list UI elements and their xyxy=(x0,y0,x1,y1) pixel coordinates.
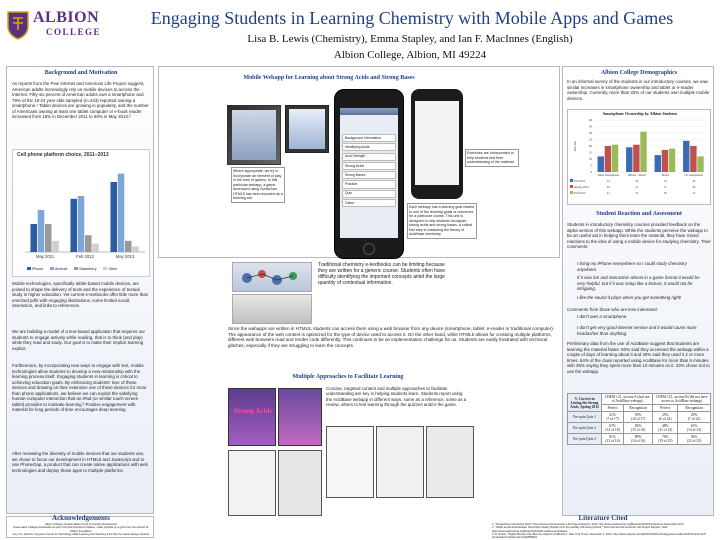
approaches-text: Concise, targeted content and multiple approaches to facilitate understanding are key in helping students learn. Students report using the AcidBase webapp in different ways, some as a reference, some as a review, others to test learning through the quizzes and/or the game. xyxy=(326,386,467,408)
x-tick-label: Feb 2012 xyxy=(76,254,94,259)
approaches-title: Multiple Approaches to Facilitate Learning xyxy=(292,374,404,380)
table-row xyxy=(568,434,711,445)
results-corner: % Correct in Listing the Strong Acids, Spring 2012 xyxy=(568,394,602,412)
mini-tablet-image xyxy=(227,105,281,165)
html5-text: Since the webapps are written in HTML5, students can access them using a web browser from any device (smartphone, tablet, e-reader or traditional computer). The appearance of the web content is optimized for the type of device used to access it. On the other hand, while HTML5 allows for crossing multiple platforms, different web browsers read and render code differently. This continues to be an implementation challenge for us. Students are easily frustrated with technical glitches, especially if they are struggling to learn the concepts. xyxy=(228,326,555,349)
table-cell: 29% (7 of 24) xyxy=(678,412,711,423)
app-screenshot-5 xyxy=(426,426,474,498)
background-para-4: Furthermore, by incorporating new ways to engage with text, mobile technologies allow students to develop a new relationship with the learning process itself. Engaging students in learning is critical to achieving education goals. By embracing students' love of these devices and drawing on their extensive use of these devices for more than phone applications, we believe we can exploit the satisfying human-computer interaction that an iPad (or similar touch screen tablet) provides to motivate learning.³ Positive engagement with material for long periods of time encourages deep learning. xyxy=(12,363,147,412)
poster-affiliation: Albion College, Albion, MI 49224 xyxy=(333,49,487,61)
mini-tablet-image-2 xyxy=(285,105,329,153)
literature-section xyxy=(492,514,714,540)
bar-android xyxy=(38,210,45,252)
logo-top: ALBION xyxy=(33,9,100,26)
platform-chart xyxy=(12,149,150,277)
menu-item[interactable]: Strong Bases xyxy=(342,171,396,179)
results-subhead: Perfect xyxy=(602,405,624,412)
table-row xyxy=(568,412,711,423)
bar xyxy=(598,156,604,172)
platform-legend xyxy=(27,267,147,272)
acknowledgements-title: Acknowledgements xyxy=(52,514,110,522)
college-logo xyxy=(6,8,114,48)
game-label: Strong Acids xyxy=(233,407,273,415)
table-cell: 48% (11 of 23) xyxy=(653,423,678,434)
bar-other xyxy=(132,246,139,252)
menu-item[interactable]: Background Information xyxy=(342,134,396,142)
results-table xyxy=(567,393,711,445)
results-subhead: Recognition xyxy=(678,405,711,412)
bar xyxy=(655,155,661,172)
bar xyxy=(669,149,675,172)
table-cell: 25% (6 of 24) xyxy=(653,412,678,423)
data-table-value: 24 xyxy=(692,179,696,183)
bar-iphone xyxy=(30,224,37,252)
table-row xyxy=(568,423,711,434)
poster-title: Engaging Students in Learning Chemistry with Mobile Apps and Games xyxy=(150,8,674,28)
logo-bottom: COLLEGE xyxy=(46,27,102,37)
table-cell: 81% (13 of 16) xyxy=(602,434,624,445)
results-group-b: CHEM 121, section B (did not have access to AcidBase webapp) xyxy=(653,394,711,405)
quote-positive-1: I bring my iPhone everywhere so I could study chemistry anywhere. xyxy=(577,261,687,272)
data-table-value: 12 xyxy=(692,191,696,195)
app-screenshot-2 xyxy=(278,450,322,516)
legend-label: Fall 2011 xyxy=(574,179,586,183)
y-tick-label: 5 xyxy=(590,163,592,168)
quote-negative-1: I don't own a smartphone. xyxy=(577,314,628,319)
bar xyxy=(640,132,646,172)
ebook-image-2 xyxy=(232,294,312,324)
demographics-text: In an informal survey of the students in our introductory courses, we saw similar increases in smartphone ownership and tablet or e-reader ownership. Currently, more than 33% of our students own multiple mobile devices. xyxy=(567,79,710,101)
data-table-value: 18 xyxy=(663,191,667,195)
menu-item[interactable]: Strong Acids xyxy=(342,162,396,170)
table-cell: 76% (19 of 25) xyxy=(653,434,678,445)
y-tick-label: 0 xyxy=(590,170,592,175)
background-intro: As reports from the Pew Internet and American Life Project suggest, American adults increasingly rely on mobile devices to access the Internet. Fifty-six percent of American adults own a smartphone and 79% of the 18-24 year olds sampled (n=243) reported owning a smartphone.¹ Tablet devices are growing in popularity, and the number of Americans owning at least one tablet computer or e-book reader increased from 18% in December 2011 to 60% in May 2013.² xyxy=(12,81,149,119)
ebook-text: Traditional chemistry e-textbooks can be limiting because they are written for a generic course. Students often have difficulty identifying the important concepts amid the large quantity of contextual information. xyxy=(318,262,446,286)
y-tick-label: 35 xyxy=(588,124,592,129)
app-screenshot-1 xyxy=(228,450,276,516)
y-axis-label: Percent xyxy=(573,140,577,152)
x-tick-label: May 2011 xyxy=(35,254,55,259)
molecule-icon xyxy=(237,267,307,289)
quote-positive-3: I like the sound it plays when you get something right! xyxy=(577,295,682,300)
webapp-section xyxy=(158,66,560,258)
legend-label: Fall 2012 xyxy=(574,191,586,195)
y-tick-label: 30 xyxy=(588,131,592,136)
table-cell: 89% (14 of 16) xyxy=(624,434,653,445)
platform-chart-title: Cell phone platform choice, 2011–2013 xyxy=(17,152,109,158)
phone-menu xyxy=(342,134,396,208)
bar-android xyxy=(118,174,125,252)
data-table-value: 12 xyxy=(606,179,610,183)
bar-blackberry xyxy=(85,235,92,252)
menu-item[interactable]: Game xyxy=(342,199,396,207)
table-cell: 83% (15 of 18) xyxy=(624,423,653,434)
literature-refs xyxy=(492,523,714,539)
background-para-5: After reviewing the diversity of mobile devices that our students use, we chose to focus our development in HTML5 and Javascript and to use PhoneGap, a product that can create native applications with web technologies and deploy those apps to multiple platforms. xyxy=(12,451,148,473)
bar xyxy=(697,156,703,172)
approaches-section xyxy=(158,370,560,538)
literature-title: Literature Cited xyxy=(578,514,628,522)
background-para-2: Mobile technologies, specifically tablet-based mobile devices, are poised to shape the delivery of texts and the experience of textual study in higher education. Yet current e-textbooks offer little more than enriched pdfs with engaging illustrations, some limited social interaction, and links to references. xyxy=(12,281,149,308)
bar-other xyxy=(92,244,99,252)
data-table-value: 21 xyxy=(635,185,639,189)
row-label: Pre-quiz Quiz 1 xyxy=(568,412,602,423)
x-tick-label: No smartphone xyxy=(684,173,703,177)
acknowledgements-lines xyxy=(9,523,153,536)
demographics-chart-svg xyxy=(568,116,712,206)
bar xyxy=(605,146,611,172)
x-tick-label: May 2013 xyxy=(115,254,135,259)
phone-mockup xyxy=(334,89,404,259)
bar xyxy=(626,147,632,172)
app-screenshot-4 xyxy=(376,426,424,498)
menu-item[interactable]: Acid Strength xyxy=(342,153,396,161)
less-interested-label: Comments from those who are less interested: xyxy=(567,307,658,312)
quote-negative-2: I don't get very good internet service and it would cause more headaches than anything. xyxy=(577,325,697,336)
reaction-intro: Students in introductory chemistry courses provided feedback on the alpha version of this webapp. While the students perceive the webapp to be an useful aid in helping them learn the material, they have mixed reactions to the idea of using a mobile device for studying chemistry. Their comments: xyxy=(567,222,711,249)
x-tick-label: Other smartphone xyxy=(597,173,620,177)
demographics-chart xyxy=(567,109,711,205)
phone-screen xyxy=(340,108,398,238)
game-screenshot-2 xyxy=(278,388,322,446)
ebook-image xyxy=(232,262,312,292)
demographics-section xyxy=(562,66,714,516)
ack-line-3: Guy Cox, Director, Ferguson Center for Technology Aided Learning and Teaching & the films for Game Design students xyxy=(12,532,150,536)
reference-item: 2. "Tablet and E-book Reader Ownership Nearly Double Over the Holiday Gift-Giving Period," Pew Internet and American Life Project Reports, 2011. http://www.pewinternet.org/Reports/2012/E-readers-and-tablets xyxy=(492,526,669,533)
bar-iphone xyxy=(110,182,117,252)
bar-other xyxy=(52,241,59,252)
data-table-value: 20 xyxy=(692,185,696,189)
reference-item: 3. D. Dustin, "Digital Devices Can Become Objects of Affection," New York Times, December 2, 2010. http://www.nytimes.com/2010/12/05/technology/personaltech/05TOUCH.html?hp=&adxnnl=1&adxnnlx=1291559524 xyxy=(492,532,707,540)
ack-line-1: Albion College's Hewlett-Mellon Fund for Faculty Development xyxy=(45,523,117,526)
acknowledgements-section xyxy=(6,516,154,538)
background-section xyxy=(6,66,154,514)
reference-item: 1. "Smartphone Ownership 2013," Pew Internet and American Life Project Reports, 2013. http://www.pewinternet.org/Reports/2013/Smartphone-Ownership-2013 xyxy=(492,523,684,526)
table-cell: 92% (23 of 25) xyxy=(678,434,711,445)
bar xyxy=(683,141,689,172)
legend-swatch xyxy=(570,185,573,188)
menu-item[interactable]: Identifying Acids xyxy=(342,143,396,151)
app-screenshot-3 xyxy=(326,426,374,498)
x-tick-label: Droid xyxy=(661,173,669,177)
legend-blackberry: Blackberry xyxy=(74,267,96,272)
poster-authors: Lisa B. Lewis (Chemistry), Emma Stapley, and Ian F. MacInnes (English) xyxy=(247,33,573,45)
menu-item[interactable]: Quiz xyxy=(342,190,396,198)
legend-other: Other xyxy=(103,267,117,272)
results-subhead: Perfect xyxy=(653,405,678,412)
table-cell: 59% (10 of 17) xyxy=(624,412,653,423)
bar-android xyxy=(78,196,85,252)
y-tick-label: 10 xyxy=(588,157,592,162)
data-table-value: 21 xyxy=(606,191,610,195)
y-tick-label: 40 xyxy=(588,118,592,123)
bar xyxy=(612,145,618,172)
phone-home-button[interactable] xyxy=(363,243,375,255)
platform-chart-svg xyxy=(13,160,151,265)
legend-label: Spring 2012 xyxy=(574,185,589,189)
usage-text: Preliminary data from the use of AcidBase suggest that students are learning the material faster. 50% said they accessed the webapp within a couple of days of learning about it and 40% said they used it 2 or more times. 64% of the class reported using AcidBase for more than 5 minutes with 36% saying they spent more than 10 minutes on it. 23% chose not to use the webapp. xyxy=(567,341,710,374)
legend-swatch xyxy=(570,191,573,194)
shield-icon xyxy=(6,10,30,40)
bar xyxy=(662,150,668,172)
data-table-value: 31 xyxy=(635,191,639,195)
table-cell: 61% (14 of 23) xyxy=(678,423,711,434)
data-table-value: 13 xyxy=(663,179,667,183)
y-tick-label: 15 xyxy=(588,150,592,155)
menu-item[interactable]: Practice xyxy=(342,180,396,188)
y-tick-label: 25 xyxy=(588,137,592,142)
row-label: Pre-quiz Quiz 3 xyxy=(568,434,602,445)
legend-android: Android xyxy=(50,267,67,272)
row-label: Pre-quiz Quiz 2 xyxy=(568,423,602,434)
background-title: Background and Motivation xyxy=(44,70,118,76)
learning-goal-callout: Each webapp has a learning goal related to one of the learning goals or outcomes for a particular course. This unit is designed to help students recognize strong acids and strong bases, a critical first step in mastering the theory of acid/base chemistry. xyxy=(407,203,477,239)
phone-mockup-2 xyxy=(411,89,463,199)
results-subhead: Recognition xyxy=(624,405,653,412)
bar-blackberry xyxy=(45,224,52,252)
y-tick-label: 20 xyxy=(588,144,592,149)
demographics-chart-title: Smartphone Ownership by Albion Students xyxy=(602,111,678,116)
legend-iphone: iPhone xyxy=(27,267,43,272)
quote-positive-2: If it was fun and interactive almost in a game format it would be very helpful, but if it was setup like a lecture, it would not be intriguing. xyxy=(577,275,700,291)
demographics-title: Albion College Demographics xyxy=(600,70,678,76)
bar-iphone xyxy=(70,199,77,252)
table-cell: 67% (12 of 18) xyxy=(602,423,624,434)
background-para-3: We are building a model of a text-based application that requires our students to engage actively while reading, that is to think (and play) while they read and study. Our goal is to make their implicit learning explicit. xyxy=(12,329,145,351)
reaction-title: Student Reaction and Assessment xyxy=(596,211,682,217)
bar-blackberry xyxy=(125,241,132,252)
bar xyxy=(633,145,639,172)
table-cell: 41% (7 of 17) xyxy=(602,412,624,423)
legend-swatch xyxy=(570,179,573,182)
data-table-value: 20 xyxy=(606,185,610,189)
ack-line-2: Great Lakes Colleges Association as part of its New Directions Initiative, made possible by a grant from the Andrew W. Mellon Foundation xyxy=(13,526,149,533)
data-table-value: 17 xyxy=(663,185,667,189)
game-screenshot-1 xyxy=(228,388,276,446)
data-table-value: 19 xyxy=(635,179,639,183)
bar xyxy=(690,146,696,172)
game-callout: Where appropriate, we try to incorporate an element of play in the form of games. In this particular webapp, a game developed using Sprite/Jaw HTML5 has been included as a learning aid. xyxy=(231,167,285,203)
exercise-callout: Exercises are incorporated to help students test their understanding of the material. xyxy=(465,149,519,167)
results-group-a: CHEM 121, section A (had use of AcidBase webapp) xyxy=(602,394,653,405)
webapp-title: Mobile Webapp for Learning about Strong Acids and Strong Bases xyxy=(243,75,415,81)
x-tick-label: iPhone / Droid xyxy=(627,173,646,177)
